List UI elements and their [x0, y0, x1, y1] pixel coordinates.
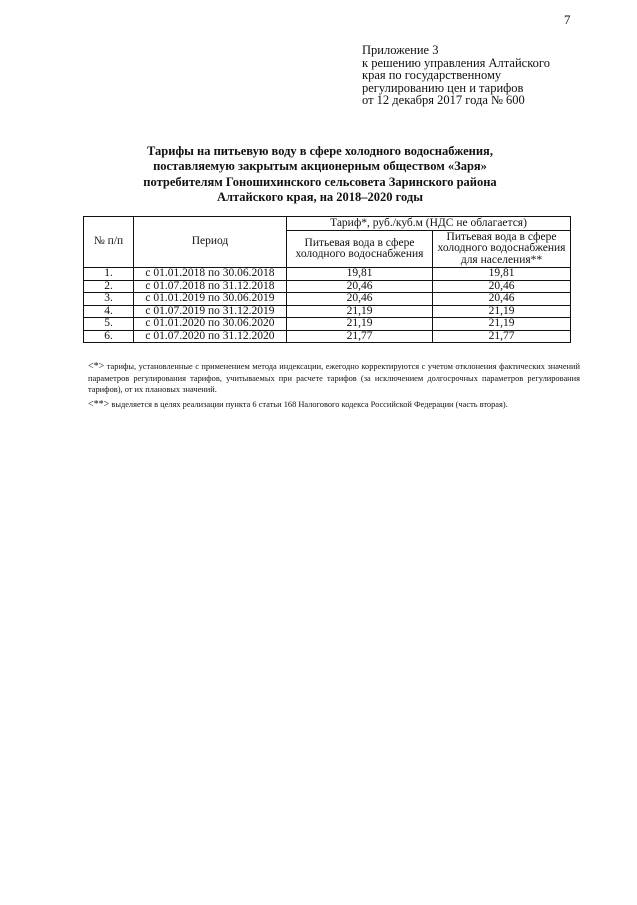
table-row: [84, 318, 571, 331]
title-line: потребителям Гоношихинского сельсовета Заринского района: [143, 174, 497, 189]
row-population: 21,19: [433, 305, 571, 318]
appendix-line: к решению управления Алтайского: [362, 55, 550, 70]
row-population: 20,46: [433, 280, 571, 293]
footnote-2-mark: <**>: [88, 398, 110, 410]
table-row: [84, 330, 571, 343]
header-population: Питьевая вода в сфере холодного водоснабжения для населения**: [433, 231, 571, 268]
appendix-line: Приложение 3: [362, 43, 439, 57]
tariff-table: [83, 216, 571, 343]
row-period: с 01.07.2020 по 31.12.2020: [134, 330, 287, 343]
table-row: [84, 305, 571, 318]
row-num: 4.: [84, 305, 134, 318]
title-line: поставляемую закрытым акционерным обществом «Заря»: [153, 159, 487, 174]
row-general: 20,46: [287, 280, 433, 293]
row-general: 21,77: [287, 330, 433, 343]
appendix-reference: [362, 44, 550, 107]
row-population: 20,46: [433, 293, 571, 306]
row-period: с 01.07.2018 по 31.12.2018: [134, 280, 287, 293]
row-period: с 01.01.2018 по 30.06.2018: [134, 268, 287, 281]
row-num: 1.: [84, 268, 134, 281]
footnotes: [88, 361, 580, 413]
row-num: 5.: [84, 318, 134, 331]
row-population: 19,81: [433, 268, 571, 281]
row-num: 2.: [84, 280, 134, 293]
header-tariff-group: Тариф*, руб./куб.м (НДС не облагается): [287, 217, 571, 231]
row-num: 3.: [84, 293, 134, 306]
document-title: [100, 144, 540, 205]
row-general: 21,19: [287, 318, 433, 331]
footnote-1-mark: <*>: [88, 361, 105, 372]
footnote-2: [88, 399, 580, 411]
footnote-1: [88, 361, 580, 396]
header-period: Период: [134, 217, 287, 268]
row-num: 6.: [84, 330, 134, 343]
header-general: Питьевая вода в сфере холодного водоснабжения: [287, 231, 433, 268]
appendix-line: края по государственному: [362, 68, 502, 82]
page-number: 7: [564, 12, 571, 27]
row-period: с 01.07.2019 по 31.12.2019: [134, 305, 287, 318]
row-population: 21,77: [433, 330, 571, 343]
title-line: Тарифы на питьевую воду в сфере холодного водоснабжения,: [147, 144, 493, 158]
appendix-line: от 12 декабря 2017 года № 600: [362, 93, 525, 107]
table-row: [84, 280, 571, 293]
row-general: 20,46: [287, 293, 433, 306]
appendix-line: регулированию цен и тарифов: [362, 80, 524, 95]
footnote-1-text: тарифы, установленные с применением метода индексации, ежегодно корректируются с учетом отклонения фактических значений параметров регулирования тарифов, учитываемых при расчете тарифов (за исключением долгосрочных параметров регулирования тарифов), от их плановых значений.: [88, 362, 580, 394]
row-period: с 01.01.2019 по 30.06.2019: [134, 293, 287, 306]
table-row: [84, 268, 571, 281]
table-row: [84, 293, 571, 306]
footnote-2-text: выделяется в целях реализации пункта 6 статьи 168 Налогового кодекса Российской Федерации (часть вторая).: [109, 399, 508, 409]
row-period: с 01.01.2020 по 30.06.2020: [134, 318, 287, 331]
row-general: 21,19: [287, 305, 433, 318]
row-population: 21,19: [433, 318, 571, 331]
header-num: № п/п: [84, 217, 134, 268]
row-general: 19,81: [287, 268, 433, 281]
title-line: Алтайского края, на 2018–2020 годы: [216, 189, 424, 204]
